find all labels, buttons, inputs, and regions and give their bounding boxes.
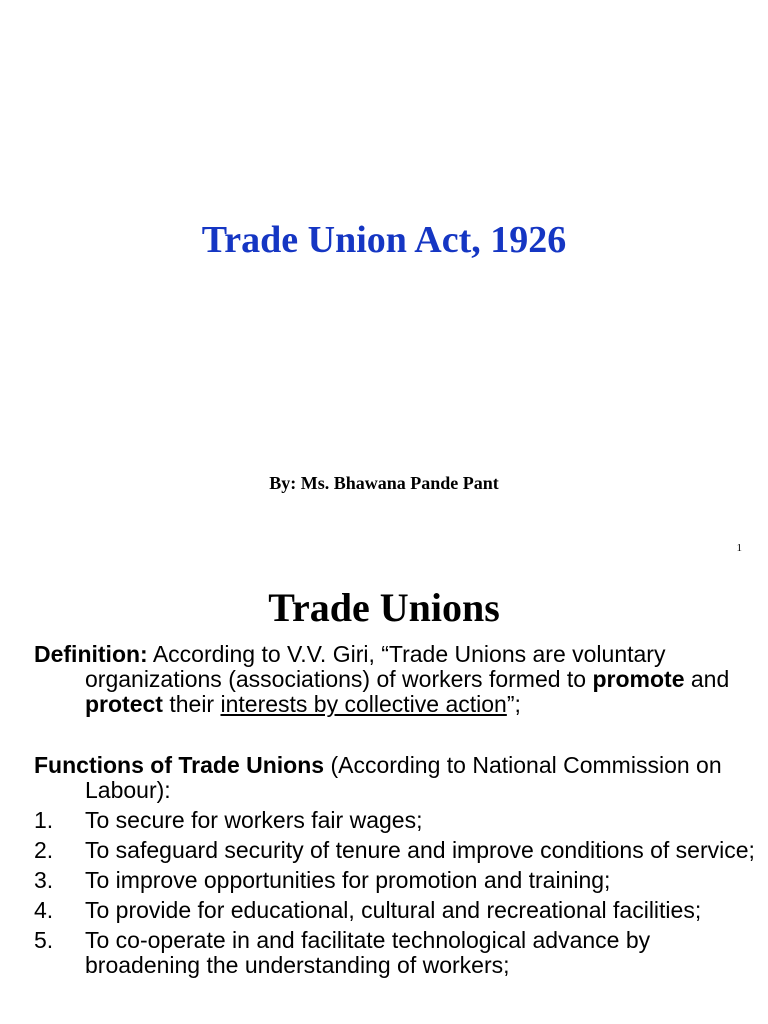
list-item-text: To co-operate in and facilitate technological advance by broadening the understanding of workers; <box>85 927 651 978</box>
list-item <box>34 838 759 863</box>
list-item-number: 3. <box>34 867 54 893</box>
slide-title: Trade Unions <box>268 585 500 630</box>
list-item <box>34 898 759 923</box>
definition-protect: protect <box>85 691 163 717</box>
list-item <box>34 928 759 978</box>
page-number: 1 <box>736 542 742 554</box>
definition-text-1: According to V.V. Giri, “Trade Unions are voluntary organizations (associations) of workers formed to <box>85 641 666 692</box>
functions-heading <box>34 753 759 803</box>
presentation-title: Trade Union Act, 1926 <box>201 219 567 261</box>
definition-text-2: and <box>684 666 730 692</box>
functions-list <box>34 808 759 978</box>
list-item-text: To safeguard security of tenure and improve conditions of service; <box>85 837 755 863</box>
functions-block <box>34 753 759 978</box>
list-item <box>34 868 759 893</box>
list-item-text: To secure for workers fair wages; <box>85 807 423 833</box>
functions-source: (According to National Commission on Labour): <box>85 752 722 803</box>
list-item-number: 4. <box>34 897 54 923</box>
list-item-number: 2. <box>34 837 54 863</box>
list-item-text: To improve opportunities for promotion and training; <box>85 867 611 893</box>
definition-underlined-phrase: interests by collective action <box>220 691 507 717</box>
list-item-text: To provide for educational, cultural and recreational facilities; <box>85 897 702 923</box>
definition-promote: promote <box>592 666 685 692</box>
definition-label: Definition: <box>34 641 148 667</box>
definition-text-3: their <box>162 691 221 717</box>
functions-label: Functions of Trade Unions <box>34 752 325 778</box>
list-item <box>34 808 759 833</box>
author-line: By: Ms. Bhawana Pande Pant <box>269 473 499 493</box>
list-item-number: 1. <box>34 807 54 833</box>
definition-block <box>34 642 759 717</box>
list-item-number: 5. <box>34 927 54 953</box>
definition-text-4: ”; <box>506 691 521 717</box>
definition-paragraph <box>34 642 759 717</box>
slide-trade-unions <box>0 566 768 1024</box>
